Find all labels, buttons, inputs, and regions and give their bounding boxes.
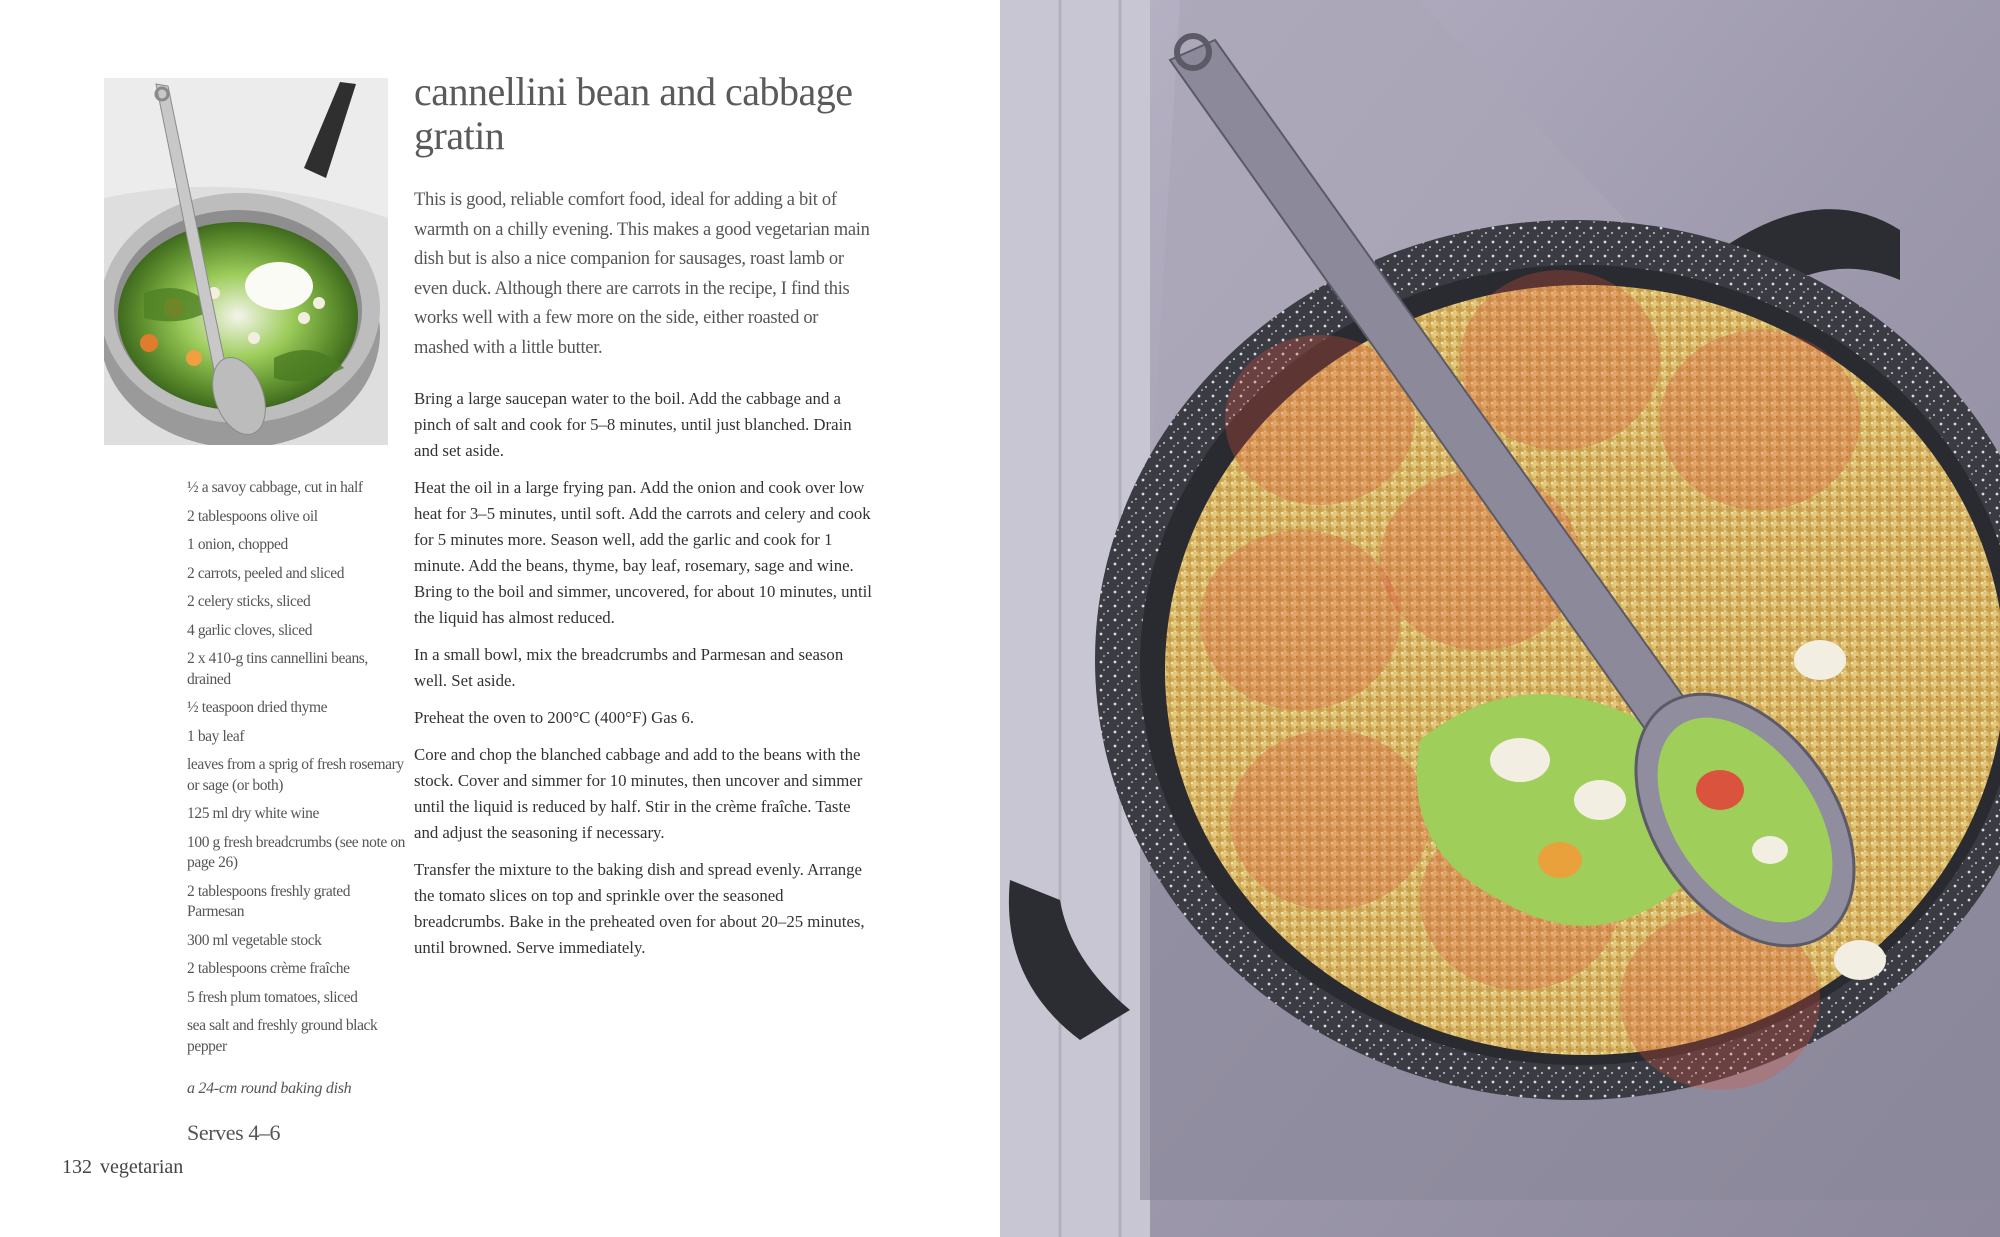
ingredient-item: 100 g fresh breadcrumbs (see note on page 26) [187,833,406,871]
ingredient-item: ½ teaspoon dried thyme [187,699,328,716]
ingredient-item: leaves from a sprig of fresh rosemary or sage (or both) [187,756,404,794]
method-step: Preheat the oven to 200°C (400°F) Gas 6. [414,708,695,727]
page-footer [62,1156,183,1179]
ingredient-item: 1 onion, chopped [187,536,288,553]
ingredient-item: 2 celery sticks, sliced [187,593,311,610]
ingredient-item: 2 tablespoons freshly grated Parmesan [187,882,351,920]
page-number: 132 [62,1156,92,1178]
equipment-note: a 24-cm round baking dish [187,1080,352,1097]
method-step: Transfer the mixture to the baking dish and spread evenly. Arrange the tomato slices on top and sprinkle over the seasoned breadcrumbs. Bake in the preheated oven for about 20–25 minutes, until browned. Serve immediately. [414,860,865,957]
method-step: Heat the oil in a large frying pan. Add the onion and cook over low heat for 3–5 minutes, until soft. Add the carrots and celery and cook for 5 minutes more. Season well, add the garlic and cook for 1 minute. Add the beans, thyme, bay leaf, rosemary, sage and wine. Bring to the boil and simmer, uncovered, for about 10 minutes, until the liquid has almost reduced. [414,478,872,627]
ingredient-item: 2 tablespoons crème fraîche [187,960,350,977]
ingredient-item: 5 fresh plum tomatoes, sliced [187,988,358,1006]
ingredient-item: 300 ml vegetable stock [187,931,322,949]
ingredient-item: 2 x 410-g tins cannellini beans, drained [187,650,368,688]
method-step: Core and chop the blanched cabbage and add to the beans with the stock. Cover and simmer for 10 minutes, then uncover and simmer until the liquid is reduced by half. Stir in the crème fraîche. Taste and adjust the seasoning if necessary. [414,745,863,842]
recipe-title: cannellini bean and cabbage gratin [414,69,853,158]
recipe-intro: This is good, reliable comfort food, ideal for adding a bit of warmth on a chilly evening. This makes a good vegetarian main dish but is also a nice companion for sausages, roast lamb or even duck. Although there are carrots in the recipe, I find this works well with a few more on the side, either roasted or mashed with a little butter. [414,190,870,358]
ingredient-list [187,478,407,1065]
serves-label: Serves 4–6 [187,1120,281,1145]
method-step: Bring a large saucepan water to the boil. Add the cabbage and a pinch of salt and cook for 5–8 minutes, until just blanched. Drain and set aside. [414,389,852,460]
saucepan-photo [104,78,388,445]
ingredient-item: 1 bay leaf [187,727,245,745]
section-name: vegetarian [100,1156,184,1178]
method-steps [414,386,874,972]
method-step: In a small bowl, mix the breadcrumbs and Parmesan and season well. Set aside. [414,645,844,690]
ingredient-item: 125 ml dry white wine [187,805,319,822]
ingredient-item: ½ a savoy cabbage, cut in half [187,479,363,496]
ingredient-item: 4 garlic cloves, sliced [187,621,313,639]
gratin-photo [1000,0,2000,1237]
ingredient-item: 2 tablespoons olive oil [187,507,318,525]
ingredient-item: 2 carrots, peeled and sliced [187,564,345,582]
saucepan-illustration [104,78,388,445]
ingredient-item: sea salt and freshly ground black pepper [187,1017,378,1055]
gratin-illustration [1000,0,2000,1237]
